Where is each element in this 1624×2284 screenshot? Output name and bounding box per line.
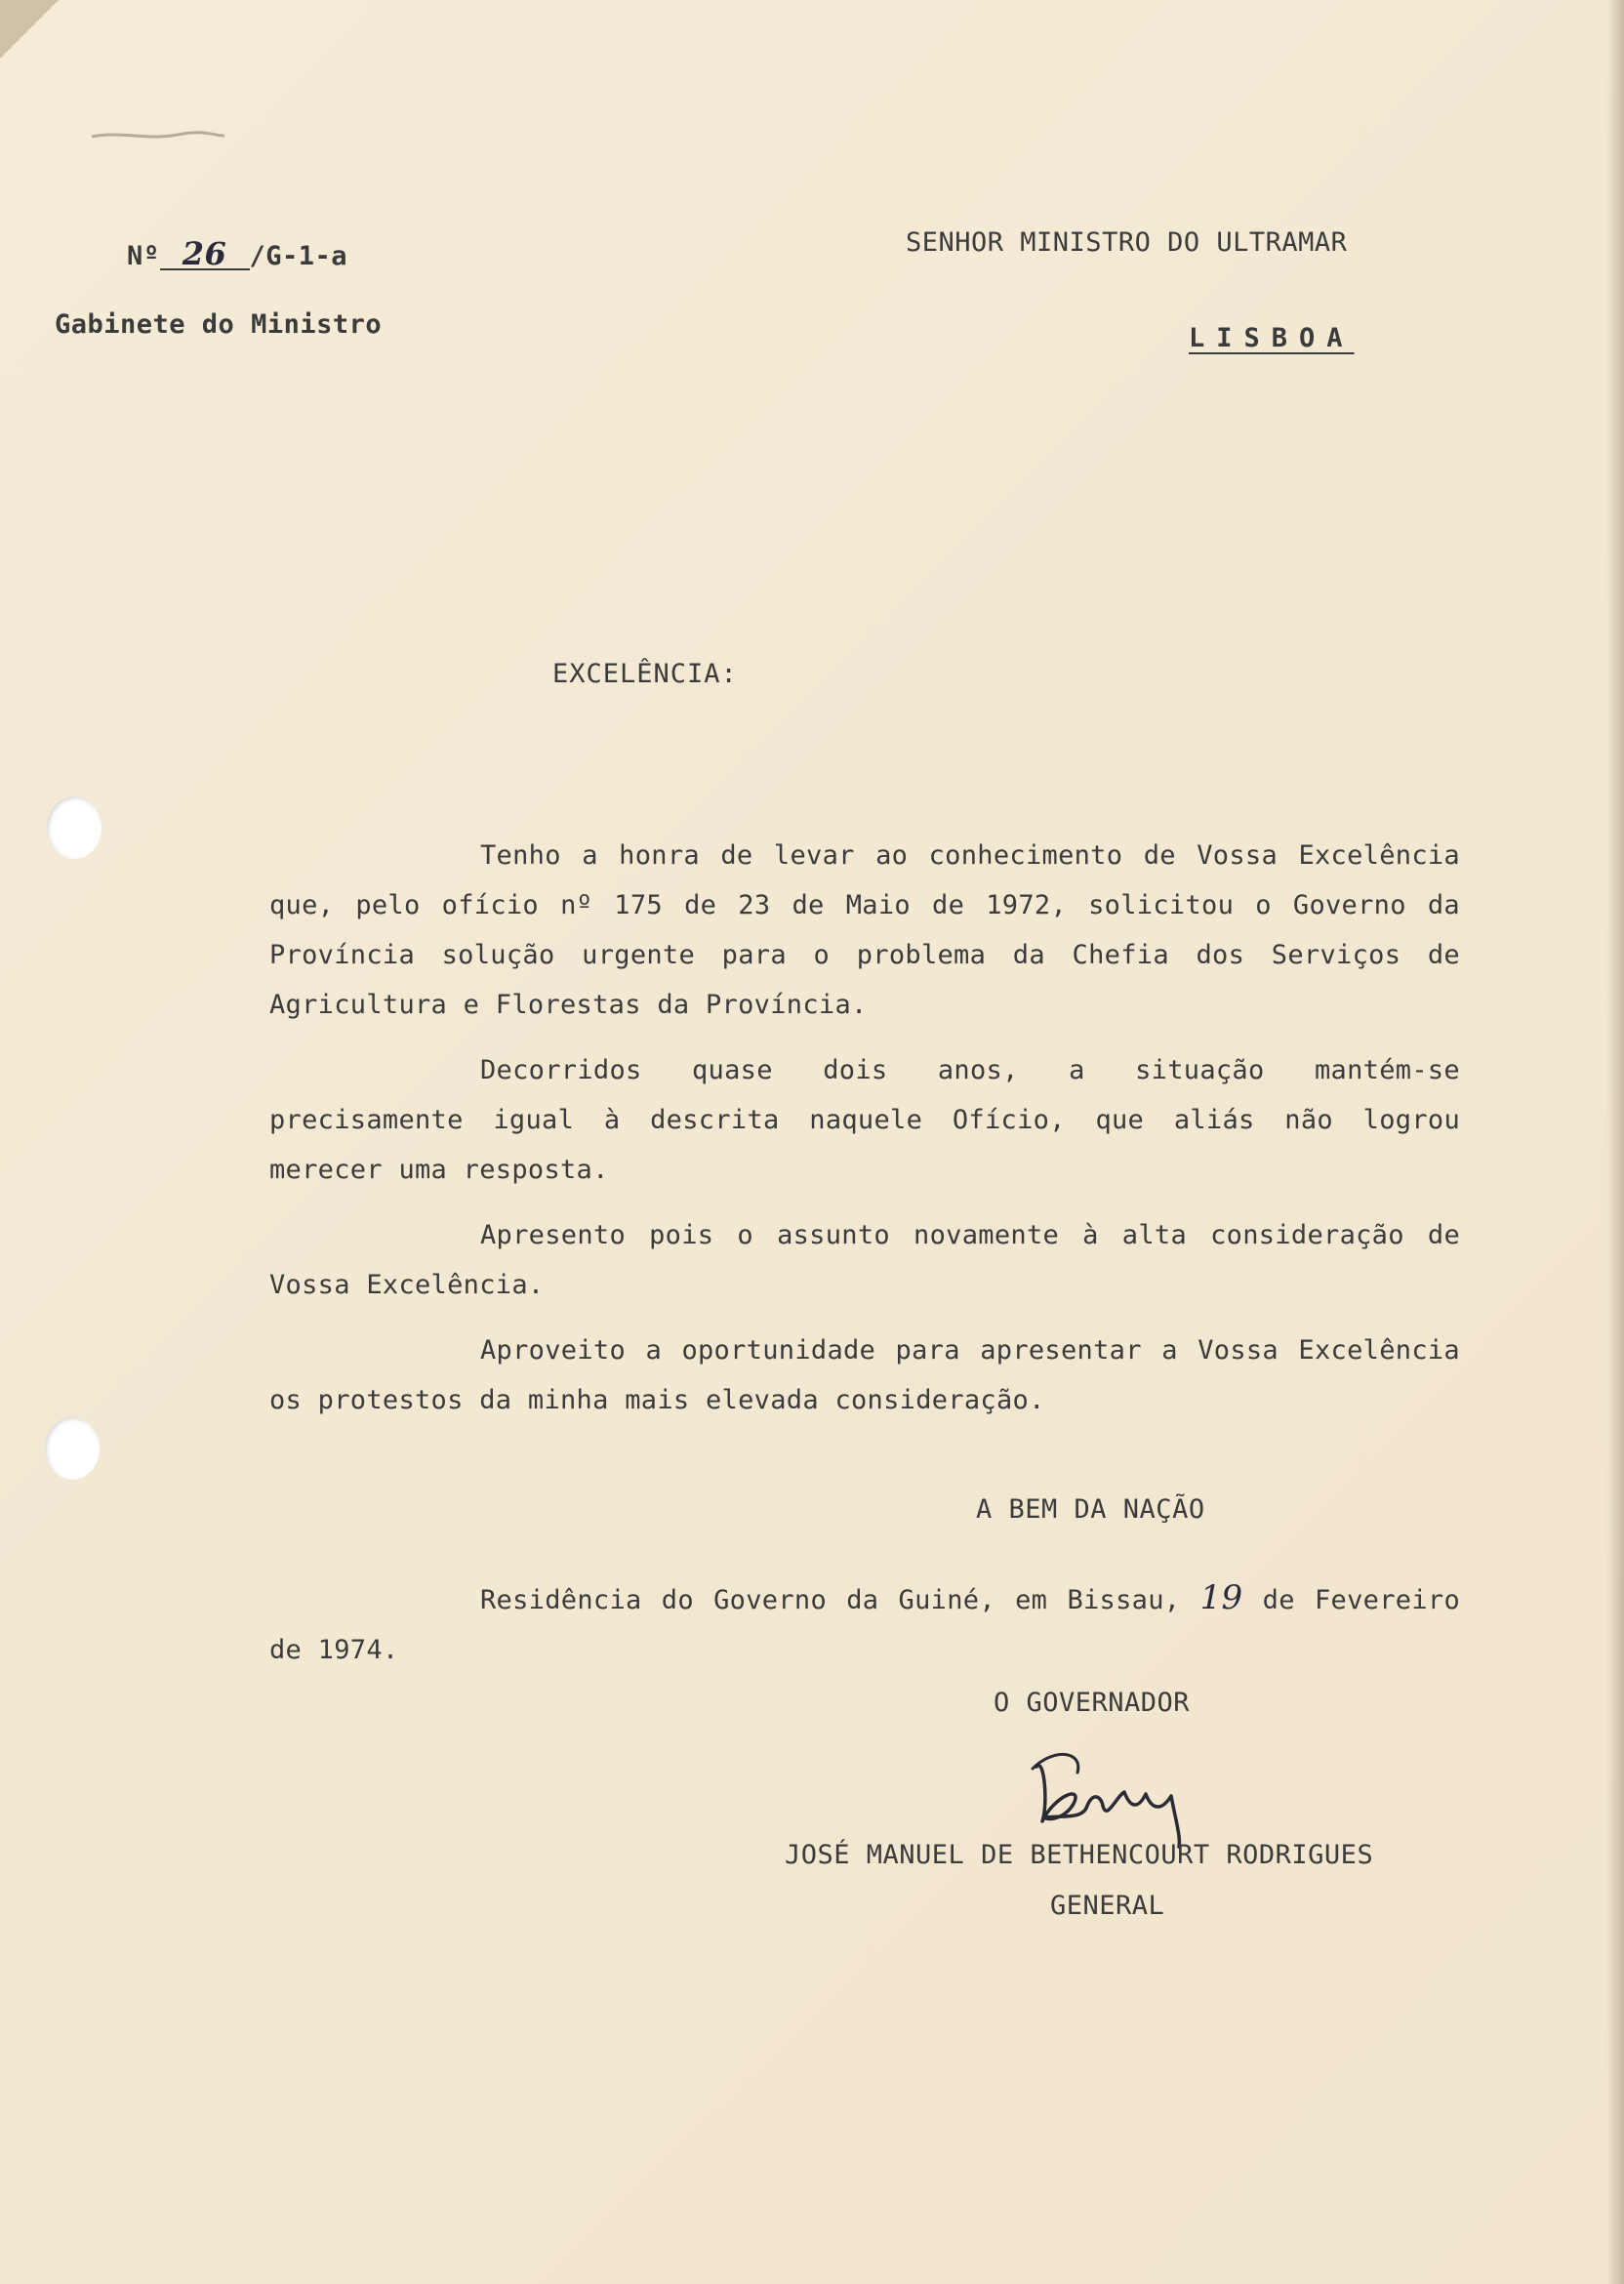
cabinet-label: Gabinete do Ministro [55, 309, 383, 340]
handwritten-signature [1015, 1728, 1230, 1855]
signatory-rank: GENERAL [1050, 1891, 1165, 1921]
letter-body [269, 831, 1460, 1441]
salutation: EXCELÊNCIA: [552, 659, 738, 689]
body-paragraph: Decorridos quase dois anos, a situação mantém-se precisamente igual à descrita naquele Ofício, que aliás não logrou merecer uma resposta. [269, 1055, 1460, 1185]
place-and-date [269, 1573, 1460, 1675]
closing-motto: A BEM DA NAÇÃO [976, 1494, 1205, 1525]
signatory-title: O GOVERNADOR [994, 1688, 1191, 1718]
reference-suffix: /G-1-a [249, 241, 348, 271]
addressee-city: LISBOA [1189, 323, 1355, 353]
place-text: Residência do Governo da Guiné, em Bissau, [480, 1585, 1181, 1615]
reference-prefix: Nº [127, 241, 160, 271]
folded-corner [0, 0, 59, 59]
reference-handwritten-number: 26 [160, 239, 250, 270]
date-text: de Fevereiro de 1974. [269, 1585, 1461, 1665]
reference-number [127, 235, 348, 273]
body-paragraph: Apresento pois o assunto novamente à alta consideração de Vossa Excelência. [269, 1220, 1460, 1300]
punch-hole [45, 1417, 100, 1480]
body-paragraph: Tenho a honra de levar ao conhecimento de Vossa Excelência que, pelo ofício nº 175 de 23 de Maio de 1972, solicitou o Governo da Província solução urgente para o problema da Chefia dos Serviços de Agricultura e Florestas da Província. [269, 840, 1460, 1020]
paperclip-mark [90, 129, 226, 143]
addressee: SENHOR MINISTRO DO ULTRAMAR [906, 227, 1348, 258]
page-edge-shadow [1606, 0, 1624, 2284]
punch-hole [47, 796, 102, 859]
handwritten-day: 19 [1199, 1578, 1243, 1617]
body-paragraph: Aproveito a oportunidade para apresentar a Vossa Excelência os protestos da minha mais elevada consideração. [269, 1335, 1460, 1415]
signatory-name: JOSÉ MANUEL DE BETHENCOURT RODRIGUES [785, 1840, 1374, 1870]
